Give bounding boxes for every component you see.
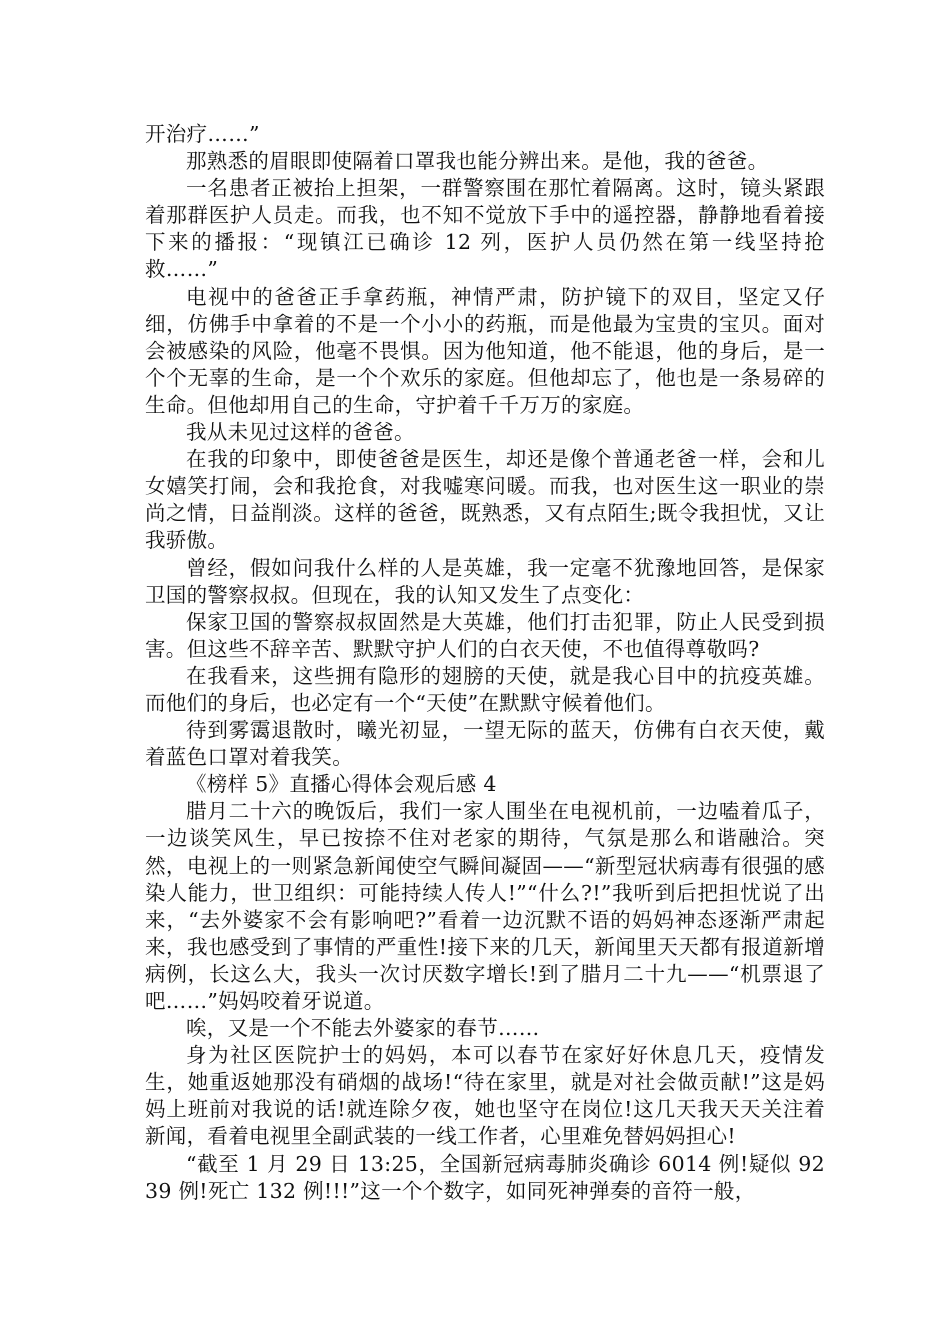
paragraph-15: “截至 1 月 29 日 13:25，全国新冠病毒肺炎确诊 6014 例!疑似 9239 例!死亡 132 例!!!”这一个个数字，如同死神弹奏的音符一般， [145, 1151, 825, 1203]
paragraph-13: 唉，又是一个不能去外婆家的春节…… [186, 1016, 540, 1041]
paragraph-14: 身为社区医院护士的妈妈，本可以春节在家好好休息几天，疫情发生，她重返她那没有硝烟的战场!“待在家里，就是对社会做贡献!”这是妈妈上班前对我说的话!就连除夕夜，她也坚守在岗位!这几天我天天关注着新闻，看着电视里全副武装的一线工作者，心里难免替妈妈担心! [145, 1043, 825, 1149]
section-heading: 《榜样 5》直播心得体会观后感 4 [186, 772, 497, 797]
paragraph-10: 待到雾霭退散时，曦光初显，一望无际的蓝天，仿佛有白衣天使，戴着蓝色口罩对着我笑。 [145, 718, 825, 770]
paragraph-6: 在我的印象中，即使爸爸是医生，却还是像个普通老爸一样，会和儿女嬉笑打闹，会和我抢食，对我嘘寒问暖。而我，也对医生这一职业的崇尚之情，日益削淡。这样的爸爸，既熟悉，又有点陌生;既令我担忧，又让我骄傲。 [145, 447, 825, 553]
paragraph-7: 曾经，假如问我什么样的人是英雄，我一定毫不犹豫地回答，是保家卫国的警察叔叔。但现在，我的认知又发生了点变化： [145, 555, 825, 607]
paragraph-5: 我从未见过这样的爸爸。 [186, 420, 415, 445]
paragraph-2: 那熟悉的眉眼即使隔着口罩我也能分辨出来。是他，我的爸爸。 [186, 149, 769, 174]
paragraph-9: 在我看来，这些拥有隐形的翅膀的天使，就是我心目中的抗疫英雄。而他们的身后，也必定有一个“天使”在默默守候着他们。 [145, 663, 825, 715]
paragraph-4: 电视中的爸爸正手拿药瓶，神情严肃，防护镜下的双目，坚定又仔细，仿佛手中拿着的不是一个小小的药瓶，而是他最为宝贵的宝贝。面对会被感染的风险，他毫不畏惧。因为他知道，他不能退，他的身后，是一个个无辜的生命，是一个个欢乐的家庭。但他却忘了，他也是一条易碎的生命。但他却用自己的生命，守护着千千万万的家庭。 [145, 284, 825, 417]
paragraph-3: 一名患者正被抬上担架，一群警察围在那忙着隔离。这时，镜头紧跟着那群医护人员走。而我，也不知不觉放下手中的遥控器，静静地看着接下来的播报：“现镇江已确诊 12 列，医护人员仍然在第一线坚持抢救……” [145, 176, 825, 282]
paragraph-1: 开治疗……” [145, 122, 260, 146]
paragraph-8: 保家卫国的警察叔叔固然是大英雄，他们打击犯罪，防止人民受到损害。但这些不辞辛苦、默默守护人们的白衣天使，不也值得尊敬吗? [145, 609, 825, 661]
paragraph-12: 腊月二十六的晚饭后，我们一家人围坐在电视机前，一边嗑着瓜子，一边谈笑风生，早已按捺不住对老家的期待，气氛是那么和谐融洽。突然，电视上的一则紧急新闻使空气瞬间凝固——“新型冠状病毒有很强的感染人能力，世卫组织：可能持续人传人!”“什么?!”我听到后把担忧说了出来，“去外婆家不会有影响吧?”看着一边沉默不语的妈妈神态逐渐严肃起来，我也感受到了事情的严重性!接下来的几天，新闻里天天都有报道新增病例，长这么大，我头一次讨厌数字增长!到了腊月二十九——“机票退了吧……”妈妈咬着牙说道。 [145, 799, 825, 1013]
document-body [145, 121, 825, 1205]
